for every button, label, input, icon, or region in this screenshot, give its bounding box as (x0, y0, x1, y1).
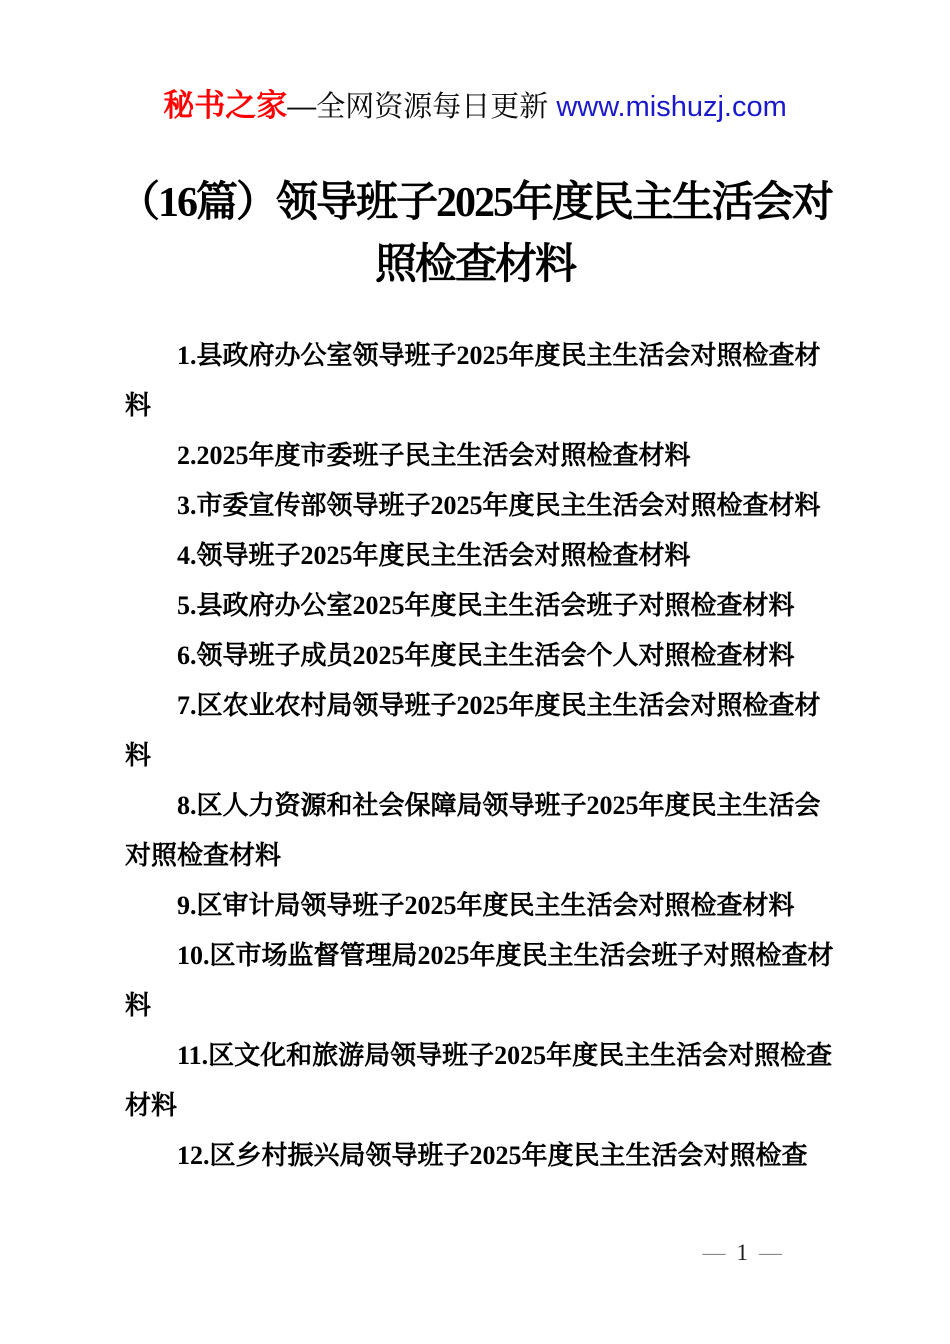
toc-item: 9.区审计局领导班子2025年度民主生活会对照检查材料 (177, 891, 795, 920)
site-url-link[interactable]: www.mishuzj.com (556, 91, 787, 123)
toc-item: 1.县政府办公室领导班子2025年度民主生活会对照检查材料 (125, 341, 821, 420)
toc-item: 5.县政府办公室2025年度民主生活会班子对照检查材料 (177, 591, 795, 620)
toc-item: 4.领导班子2025年度民主生活会对照检查材料 (177, 541, 691, 570)
toc-item: 3.市委宣传部领导班子2025年度民主生活会对照检查材料 (177, 491, 821, 520)
page-footer (703, 1240, 783, 1266)
site-brand: 秘书之家 (163, 88, 288, 123)
toc-list (125, 331, 835, 1181)
toc-item: 8.区人力资源和社会保障局领导班子2025年度民主生活会对照检查材料 (125, 791, 821, 870)
toc-item: 6.领导班子成员2025年度民主生活会个人对照检查材料 (177, 641, 795, 670)
site-tagline: —全网资源每日更新 (287, 91, 557, 123)
toc-item: 7.区农业农村局领导班子2025年度民主生活会对照检查材料 (125, 691, 821, 770)
site-header (0, 86, 950, 127)
page-number: 1 (736, 1240, 748, 1265)
toc-item: 10.区市场监督管理局2025年度民主生活会班子对照检查材料 (125, 941, 834, 1020)
page-number-dash: — (759, 1240, 782, 1265)
toc-item: 12.区乡村振兴局领导班子2025年度民主生活会对照检查 (177, 1141, 808, 1170)
toc-item: 2.2025年度市委班子民主生活会对照检查材料 (177, 441, 691, 470)
document-title: （16篇）领导班子2025年度民主生活会对照检查材料 (117, 180, 832, 288)
page-number-dash: — (702, 1240, 726, 1265)
toc-item: 11.区文化和旅游局领导班子2025年度民主生活会对照检查材料 (125, 1041, 833, 1120)
